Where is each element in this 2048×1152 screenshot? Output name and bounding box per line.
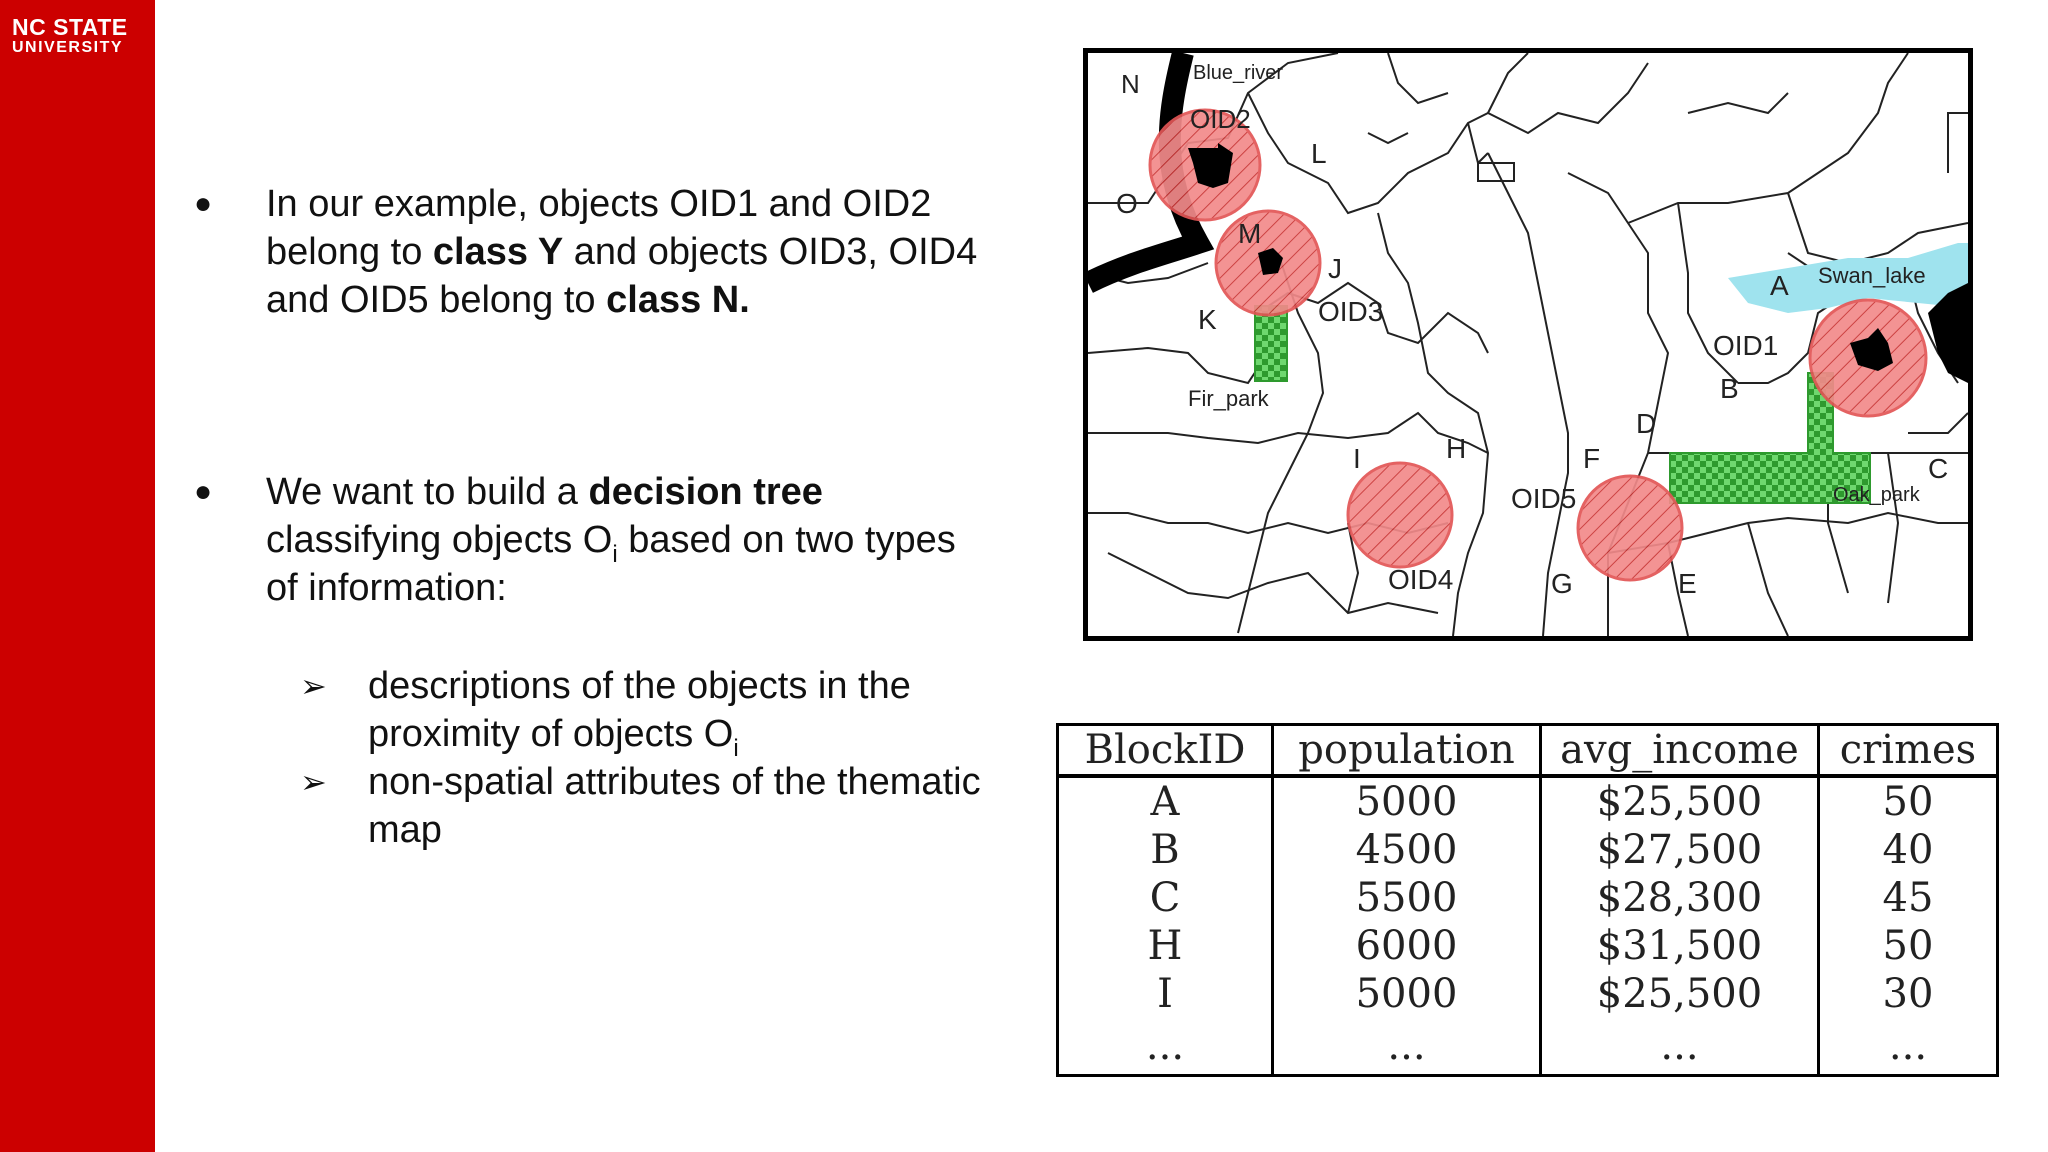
- label-oid2: OID2: [1190, 104, 1251, 134]
- column-header: population: [1273, 725, 1541, 777]
- label-oid1: OID1: [1713, 330, 1779, 361]
- bullet-text: [266, 468, 986, 612]
- table-cell: ...: [1541, 1018, 1819, 1076]
- table-cell: 5500: [1273, 874, 1541, 922]
- label-b: B: [1720, 373, 1739, 404]
- buffer-oid4: [1348, 463, 1452, 567]
- nc-state-logo: [12, 16, 128, 56]
- table-cell: 40: [1819, 826, 1998, 874]
- table-cell: 50: [1819, 776, 1998, 826]
- bullet-text: [266, 180, 986, 324]
- table-row: [1058, 970, 1998, 1018]
- table-cell: C: [1058, 874, 1273, 922]
- text-run: descriptions of the objects in the proximity of objects O: [368, 665, 911, 755]
- label-i: I: [1353, 443, 1361, 474]
- table-cell: $25,500: [1541, 776, 1819, 826]
- label-blue-river: Blue_river: [1193, 62, 1284, 84]
- table-cell: 6000: [1273, 922, 1541, 970]
- label-a: A: [1770, 270, 1789, 301]
- thematic-map: [1083, 48, 1973, 641]
- label-f: F: [1583, 443, 1601, 474]
- table-cell: $25,500: [1541, 970, 1819, 1018]
- label-swan-lake: Swan_lake: [1818, 263, 1926, 288]
- table-cell: 4500: [1273, 826, 1541, 874]
- table-cell: 30: [1819, 970, 1998, 1018]
- label-oid4: OID4: [1388, 564, 1454, 595]
- buffer-oid5: [1578, 476, 1682, 580]
- label-k: K: [1198, 304, 1217, 335]
- logo-line-1: NC STATE: [12, 14, 128, 40]
- table-cell: 5000: [1273, 776, 1541, 826]
- label-j: J: [1328, 253, 1342, 284]
- text-run: classifying objects O: [266, 519, 613, 561]
- table-row: [1058, 1018, 1998, 1076]
- table-cell: 45: [1819, 874, 1998, 922]
- arrow-bullet-icon: ➢: [300, 668, 327, 704]
- logo-line-2: UNIVERSITY: [12, 39, 124, 56]
- table-cell: ...: [1273, 1018, 1541, 1076]
- label-d: D: [1636, 408, 1657, 439]
- block-attributes-table: [1056, 723, 1999, 1077]
- table-row: [1058, 922, 1998, 970]
- sub-bullet-text: non-spatial attributes of the thematic map: [368, 761, 981, 851]
- text-run: We want to build a: [266, 471, 589, 513]
- sidebar-brand-bar: [0, 0, 155, 1152]
- column-header: avg_income: [1541, 725, 1819, 777]
- label-oid3: OID3: [1318, 296, 1384, 327]
- label-l: L: [1311, 138, 1327, 169]
- table-row: [1058, 874, 1998, 922]
- label-oak-park: Oak_park: [1833, 484, 1920, 506]
- text-run: and objects OID3, OID4 and OID5 belong to: [266, 231, 978, 321]
- table-cell: $28,300: [1541, 874, 1819, 922]
- subscript-i: i: [612, 541, 618, 568]
- table-cell: 5000: [1273, 970, 1541, 1018]
- table-cell: 50: [1819, 922, 1998, 970]
- bold-decision-tree: decision tree: [588, 471, 823, 513]
- column-header: BlockID: [1058, 725, 1273, 777]
- bold-class-y: class Y: [432, 231, 564, 273]
- subscript-i: i: [733, 735, 739, 762]
- bold-class-n: class N.: [606, 279, 750, 321]
- table-cell: $27,500: [1541, 826, 1819, 874]
- column-header: crimes: [1819, 725, 1998, 777]
- label-c: C: [1928, 453, 1949, 484]
- table-cell: A: [1058, 776, 1273, 826]
- table-cell: $31,500: [1541, 922, 1819, 970]
- sub-bullet-text: [368, 662, 988, 762]
- label-n: N: [1121, 69, 1140, 99]
- map-drawing: [1088, 53, 1968, 636]
- table-cell: I: [1058, 970, 1273, 1018]
- label-fir-park: Fir_park: [1188, 386, 1269, 411]
- text-run: In our example, objects OID1 and OID2 belong to: [266, 183, 932, 273]
- bullet-dot: ●: [194, 187, 213, 220]
- fir-park-area: [1255, 306, 1287, 381]
- table-row: [1058, 826, 1998, 874]
- table-row: [1058, 776, 1998, 826]
- label-g: G: [1551, 568, 1573, 599]
- table-cell: ...: [1058, 1018, 1273, 1076]
- table-cell: H: [1058, 922, 1273, 970]
- arrow-bullet-icon: ➢: [300, 764, 327, 800]
- label-oid5: OID5: [1511, 483, 1577, 514]
- label-h: H: [1446, 433, 1467, 464]
- text-run: based on two types of information:: [266, 519, 956, 609]
- label-e: E: [1678, 568, 1697, 599]
- label-m: M: [1238, 218, 1262, 249]
- table-cell: B: [1058, 826, 1273, 874]
- bullet-dot: ●: [194, 475, 213, 508]
- table-cell: ...: [1819, 1018, 1998, 1076]
- table-header-row: [1058, 725, 1998, 777]
- label-o: O: [1116, 188, 1138, 219]
